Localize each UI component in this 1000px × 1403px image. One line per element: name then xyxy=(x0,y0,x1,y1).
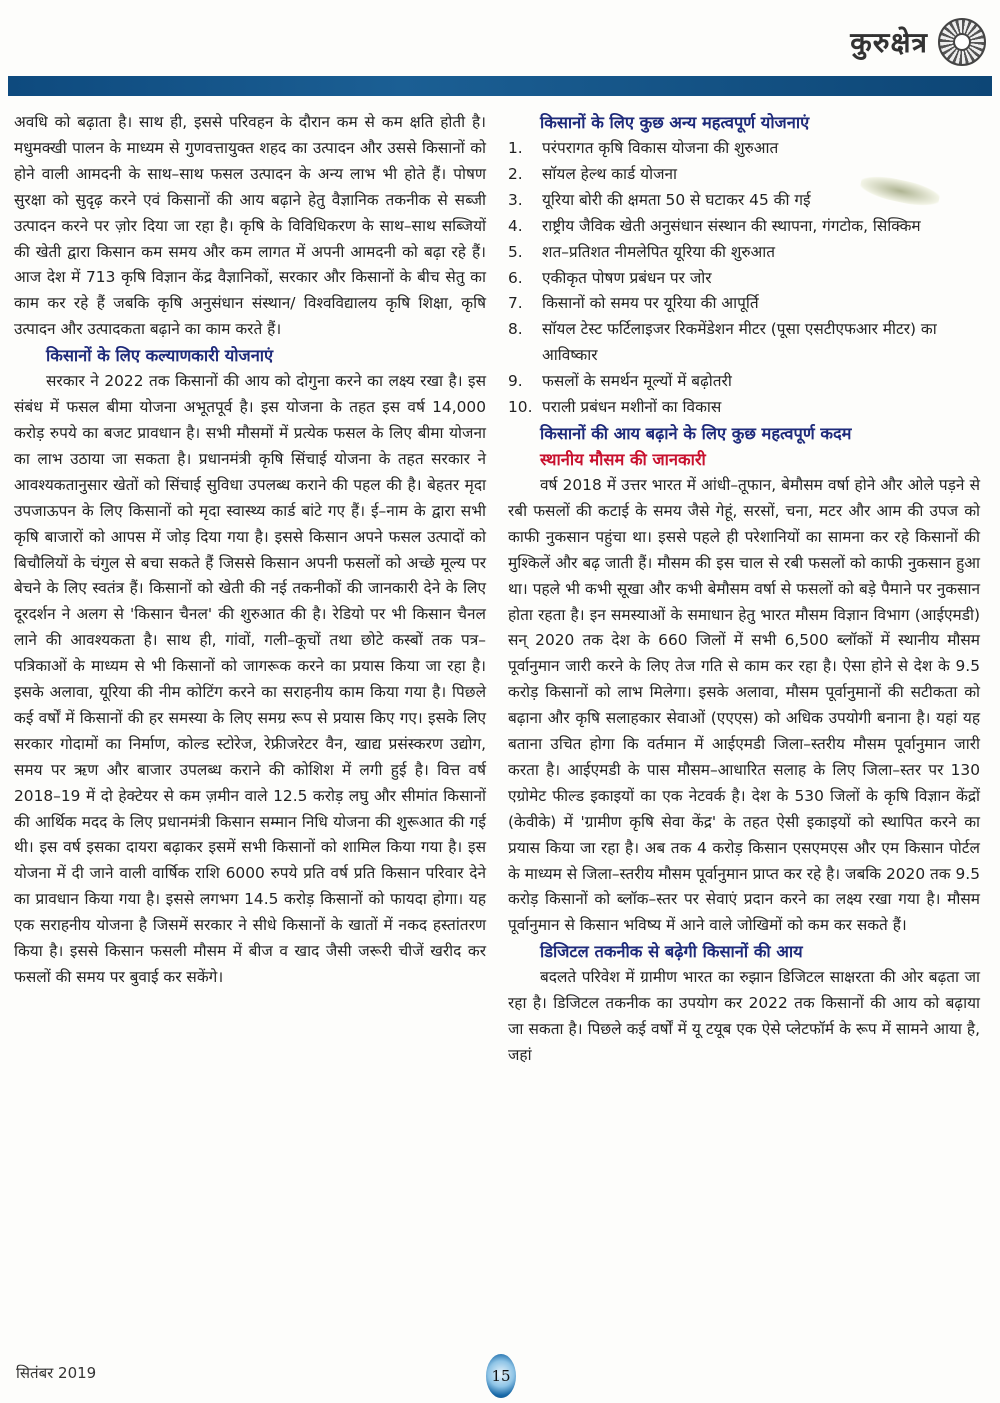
intro-paragraph: अवधि को बढ़ाता है। साथ ही, इससे परिवहन के दौरान कम से कम क्षति होती है। मधुमक्खी पालन के माध्यम से गुणवत्तायुक्त शहद का उत्पादन और उससे किसानों को होने वाली आमदनी के साथ–साथ फसल उत्पादन के अन्य लाभ भी होते हैं। पोषण सुरक्षा को सुदृढ़ करने एवं किसानों की आय बढ़ाने हेतु वैज्ञानिक तकनीक से सब्जी उत्पादन करने पर ज़ोर दिया जा रहा है। कृषि के विविधिकरण के साथ–साथ सब्जियों की खेती द्वारा किसान कम समय और कम लागत में अपनी आमदनी को बढ़ा रहे हैं। आज देश में 713 कृषि विज्ञान केंद्र वैज्ञानिकों, सरकार और किसानों के बीच सेतु का काम कर रहे हैं जबकि कृषि अनुसंधान संस्थान/ विश्वविद्यालय कृषि शिक्षा, कृषि उत्पादन और उत्पादकता बढ़ाने का काम करते हैं। xyxy=(14,113,486,339)
list-item xyxy=(508,266,980,292)
list-number: 10. xyxy=(508,398,533,417)
left-column xyxy=(14,110,486,991)
list-item xyxy=(508,162,980,188)
list-text: सॉयल टेस्ट फर्टिलाइजर रिकमेंडेशन मीटर (पूसा एसटीएफआर मीटर) का आविष्कार xyxy=(542,320,937,365)
list-number: 3. xyxy=(508,190,523,209)
list-text: पराली प्रबंधन मशीनों का विकास xyxy=(542,398,722,417)
masthead xyxy=(850,18,986,66)
list-number: 4. xyxy=(508,216,523,235)
welfare-paragraph: सरकार ने 2022 तक किसानों की आय को दोगुना करने का लक्ष्य रखा है। इस संबंध में फसल बीमा योजना अभूतपूर्व है। इस योजना के तहत इस वर्ष 14,000 करोड़ रुपये का बजट प्रावधान है। सभी मौसमों में प्रत्येक फसल के लिए बीमा योजना का लाभ उठाया जा सकता है। प्रधानमंत्री कृषि सिंचाई योजना के तहत सरकार ने आवश्यकतानुसार खेतों को सिंचाई सुविधा उपलब्ध कराने की पहल की है। बेहतर मृदा उपजाऊपन के लिए किसानों को मृदा स्वास्थ्य कार्ड बांटे गए हैं। ई–नाम के द्वारा सभी कृषि बाजारों को आपस में जोड़ दिया गया है। इससे किसान अपने फसल उत्पादों को बिचौलियों के चंगुल से बचा सकते हैं जिससे किसान अपनी फसलों को अच्छे मूल्य पर बेचने के लिए स्वतंत्र हैं। किसानों को खेती की नई तकनीकों की जानकारी देने के लिए दूरदर्शन ने अलग से 'किसान चैनल' की शुरुआत की है। रेडियो पर भी किसान चैनल लाने की आवश्यकता है। साथ ही, गांवों, गली–कूचों तथा छोटे कस्बों तक पत्र–पत्रिकाओं के माध्यम से भी किसानों को जागरूक करने का प्रयास किया जा रहा है। इसके अलावा, यूरिया की नीम कोटिंग करने का सराहनीय काम किया गया है। पिछले कई वर्षों में किसानों की हर समस्या के लिए समग्र रूप से प्रयास किए गए। इसके लिए सरकार गोदामों का निर्माण, कोल्ड स्टोरेज, रेफ्रीजरेटर वैन, खाद्य प्रसंस्करण उद्योग, समय पर ऋण और बाजार उपलब्ध कराने की कोशिश में लगी हुई है। वित्त वर्ष 2018–19 में दो हेक्टेयर से कम ज़मीन वाले 12.5 करोड़ लघु और सीमांत किसानों की आर्थिक मदद के लिए प्रधानमंत्री किसान सम्मान निधि योजना की शुरूआत की गई थी। इस वर्ष इसका दायरा बढ़ाकर इसमें सभी किसानों को शामिल किया गया है। इस योजना में दी जाने वाली वार्षिक राशि 6000 रुपये प्रति वर्ष प्रति किसान परिवार देने का प्रावधान किया गया है। इससे लगभग 14.5 करोड़ किसानों को फायदा होगा। यह एक सराहनीय योजना है जिसमें सरकार ने सीधे किसानों के खातों में नकद हस्तांतरण किया है। इससे किसान फसली मौसम में बीज व खाद जैसी जरूरी चीजें खरीद कर फसलों की समय पर बुवाई कर सकेंगे। xyxy=(14,372,487,986)
digital-heading: डिजिटल तकनीक से बढ़ेगी किसानों की आय xyxy=(540,942,803,962)
list-text: शत–प्रतिशत नीमलेपित यूरिया की शुरुआत xyxy=(542,242,776,261)
list-number: 5. xyxy=(508,242,523,261)
issue-date: सितंबर 2019 xyxy=(16,1364,97,1382)
list-item xyxy=(508,369,980,395)
digital-paragraph: बदलते परिवेश में ग्रामीण भारत का रुझान डिजिटल साक्षरता की ओर बढ़ता जा रहा है। डिजिटल तकनीक का उपयोग कर 2022 तक किसानों की आय को बढ़ाया जा सकता है। पिछले कई वर्षों में यू टयूब एक ऐसे प्लेटफॉर्म के रूप में सामने आया है, जहां xyxy=(508,968,980,1064)
wheel-emblem-icon xyxy=(938,18,986,66)
list-item xyxy=(508,136,980,162)
header-banner xyxy=(8,76,992,96)
income-heading: किसानों की आय बढ़ाने के लिए कुछ महत्वपूर्ण कदम xyxy=(540,423,852,443)
schemes-heading: किसानों के लिए कुछ अन्य महत्वपूर्ण योजनाएं xyxy=(540,113,810,132)
list-text: यूरिया बोरी की क्षमता 50 से घटाकर 45 की गई xyxy=(542,190,811,209)
list-number: 6. xyxy=(508,268,523,287)
list-text: किसानों को समय पर यूरिया की आपूर्ति xyxy=(542,294,759,313)
welfare-heading: किसानों के लिए कल्याणकारी योजनाएं xyxy=(46,346,274,366)
list-text: सॉयल हेल्थ कार्ड योजना xyxy=(542,164,678,183)
schemes-list xyxy=(508,136,980,421)
list-item xyxy=(508,240,980,266)
list-item xyxy=(508,395,980,421)
list-text: परंपरागत कृषि विकास योजना की शुरुआत xyxy=(542,139,779,157)
list-number: 7. xyxy=(508,294,523,313)
page-number: 15 xyxy=(491,1367,511,1385)
weather-paragraph: वर्ष 2018 में उत्तर भारत में आंधी–तूफान, बेमौसम वर्षा होने और ओले पड़ने से रबी फसलों की कटाई के समय जैसे गेहूं, सरसों, चना, मटर और आम की उपज को काफी नुकसान पहुंचा था। इससे पहले ही परेशानियों का सामना कर रहे किसानों की मुश्किलें और बढ़ जाती हैं। मौसम की इस चाल से रबी फसलों को काफी नुकसान हुआ था। पहले भी कभी सूखा और कभी बेमौसम वर्षा से फसलों को बड़े पैमाने पर नुकसान होता रहता है। इन समस्याओं के समाधान हेतु भारत मौसम विज्ञान विभाग (आईएमडी) सन् 2020 तक देश के 660 जिलों में सभी 6,500 ब्लॉकों में स्थानीय मौसम पूर्वानुमान जारी करने के लिए तेज गति से काम कर रहा है। ऐसा होने से देश के 9.5 करोड़ किसानों को लाभ मिलेगा। इसके अलावा, मौसम पूर्वानुमानों की सटीकता को बढ़ाना और कृषि सलाहकार सेवाओं (एएएस) को अधिक उपयोगी बनाना है। यहां यह बताना उचित होगा कि वर्तमान में आईएमडी जिला–स्तरीय मौसम पूर्वानुमान जारी करता है। आईएमडी के पास मौसम–आधारित सलाह के लिए जिला–स्तर पर 130 एग्रोमेट फील्ड इकाइयों का एक नेटवर्क है। देश के 530 जिलों के कृषि विज्ञान केंद्रों (केवीके) में 'ग्रामीण कृषि सेवा केंद्र' के तहत ऐसी इकाइयों को स्थापित करने का प्रयास किया जा रहा है। अब तक 4 करोड़ किसान एसएमएस और एम किसान पोर्टल के माध्यम से जिला–स्तरीय मौसम पूर्वानुमान प्राप्त कर रहे है। जबकि 2020 तक 9.5 करोड़ किसानों को ब्लॉक–स्तर पर सेवाएं प्रदान करने का लक्ष्य रखा गया है। मौसम पूर्वानुमान से किसान भविष्य में आने वाले जोखिमों को कम कर सकते हैं। xyxy=(508,475,980,935)
weather-heading: स्थानीय मौसम की जानकारी xyxy=(540,449,706,469)
list-item xyxy=(508,291,980,317)
magazine-title: कुरुक्षेत्र xyxy=(850,26,928,59)
list-item xyxy=(508,317,980,369)
page-number-badge xyxy=(486,1354,516,1398)
list-text: एकीकृत पोषण प्रबंधन पर जोर xyxy=(542,268,712,287)
list-item xyxy=(508,214,980,240)
list-number: 9. xyxy=(508,372,523,391)
list-number: 1. xyxy=(508,139,523,157)
list-number: 2. xyxy=(508,164,523,183)
list-text: राष्ट्रीय जैविक खेती अनुसंधान संस्थान की स्थापना, गंगटोक, सिक्किम xyxy=(542,216,921,235)
right-column xyxy=(508,110,980,1069)
list-number: 8. xyxy=(508,320,523,339)
list-text: फसलों के समर्थन मूल्यों में बढ़ोतरी xyxy=(542,372,732,391)
list-item xyxy=(508,188,980,214)
